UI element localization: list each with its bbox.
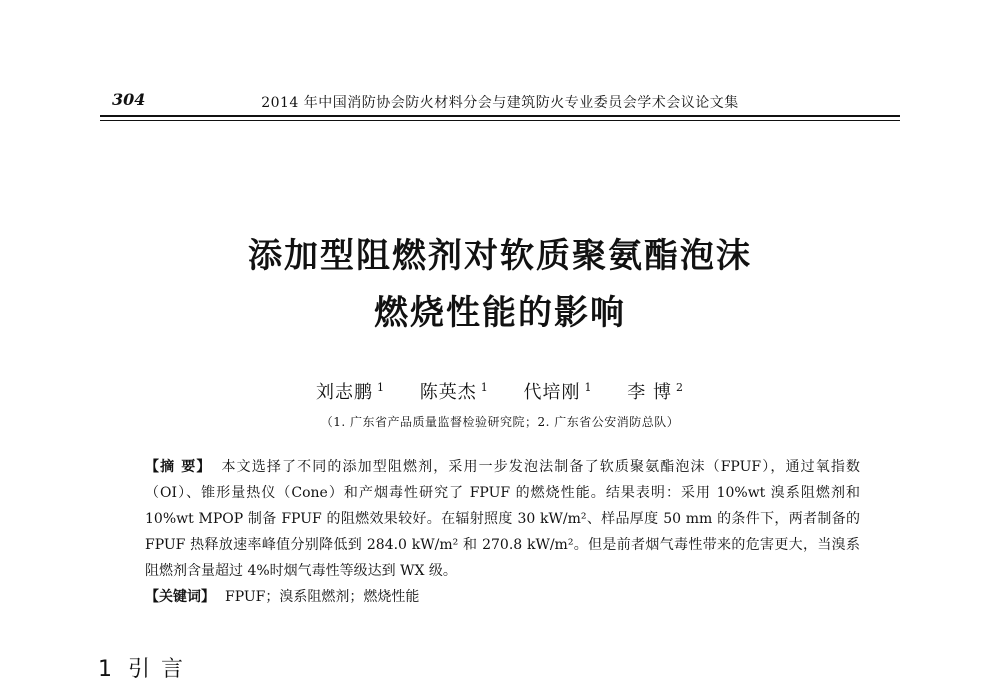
- author-affil-mark: 1: [377, 381, 386, 394]
- author-list: [0, 378, 1000, 404]
- paper-title-line-1: 添加型阻燃剂对软质聚氨酯泡沫: [248, 236, 752, 276]
- header-rule-thick: [100, 115, 900, 117]
- author-affil-mark: 2: [675, 381, 684, 394]
- page-number: 304: [112, 90, 146, 109]
- keywords-text: FPUF；溴系阻燃剂；燃烧性能: [225, 589, 420, 605]
- author: [524, 382, 593, 403]
- author: [627, 382, 684, 403]
- abstract-label: 【摘 要】: [145, 459, 212, 475]
- section-number: 1: [98, 657, 114, 682]
- author-name: 陈英杰: [419, 382, 477, 403]
- paper-title-line-2: 燃烧性能的影响: [374, 293, 626, 333]
- section-heading: [98, 652, 185, 683]
- author-name: 刘志鹏: [316, 382, 374, 403]
- abstract: [145, 454, 860, 584]
- author-affil-mark: 1: [584, 381, 593, 394]
- affiliations: （1. 广东省产品质量监督检验研究院；2. 广东省公安消防总队）: [320, 415, 680, 429]
- keywords: [145, 586, 860, 606]
- author-affil-mark: 1: [480, 381, 489, 394]
- author: [316, 382, 385, 403]
- author: [420, 382, 489, 403]
- abstract-text: 本文选择了不同的添加型阻燃剂，采用一步发泡法制备了软质聚氨酯泡沫（FPUF），通过氧指数（OI）、锥形量热仪（Cone）和产烟毒性研究了 FPUF 的燃烧性能。结果表明：采用 10%wt 溴系阻燃剂和 10%wt MPOP 制备 FPUF 的阻燃效果较好。在辐射照度 30 kW/m²、样品厚度 50 mm 的条件下，两者制备的 FPUF 热释放速率峰值分别降低到 284.0 kW/m² 和 270.8 kW/m²。但是前者烟气毒性带来的危害更大，当溴系阻燃剂含量超过 4%时烟气毒性等级达到 WX 级。: [145, 459, 860, 579]
- author-name: 李 博: [627, 382, 672, 403]
- author-name: 代培刚: [523, 382, 581, 403]
- header-rule-thin: [100, 120, 900, 121]
- section-title: 引 言: [128, 657, 185, 682]
- keywords-label: 【关键词】: [145, 589, 215, 605]
- running-title: 2014 年中国消防协会防火材料分会与建筑防火专业委员会学术会议论文集: [261, 95, 739, 111]
